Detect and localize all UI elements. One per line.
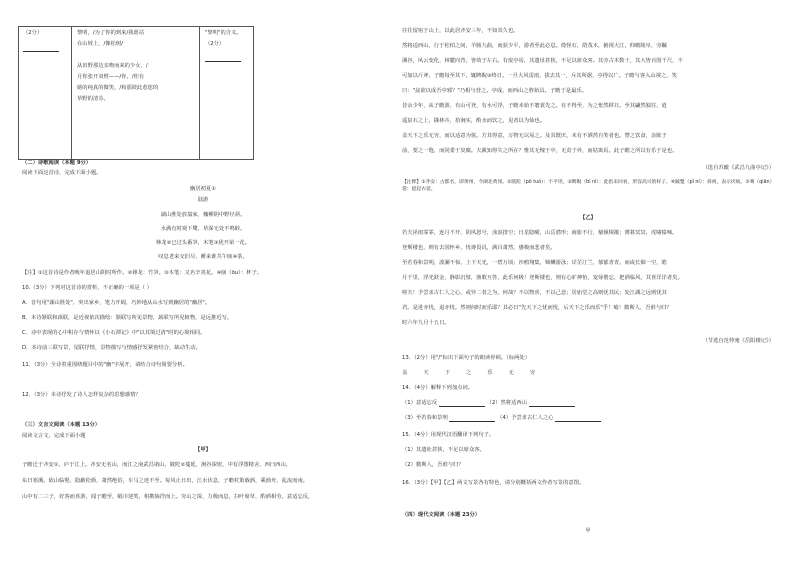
poem-note: 【注】①这首诗是作者晚年退居山阴时所作。②箨龙：竹笋。③木笔：又名辛夷花。④瓯（ōu）：杯子。	[22, 270, 263, 276]
option-a: A．首句用"湖山胜处"，突出家乡，笔力开阔，巧妙地从山水写到幽居的"幽居"。	[22, 300, 211, 306]
source-note: （选自苏辙《武昌九曲亭记》）	[702, 165, 774, 171]
question-15: 15．（4分）用现代汉语翻译下列句子。	[402, 432, 495, 438]
q14-word: （3）至若春和景明	[402, 415, 448, 421]
poem-line: 湖山胜处放翁家，槐柳阴中野径斜。	[160, 212, 246, 218]
passage-line: 登斯楼也，则有去国怀乡，忧谗畏讥，满目萧然，感极而悲者矣。	[402, 245, 556, 251]
passage-line: 往往留宿于山上，以此居齐安三年，不知其久也。	[402, 28, 519, 34]
section-heading: （二）诗歌阅读（本题 9分）	[22, 160, 92, 166]
option-c: C．诗中表现的心中积存与情怀以《小石潭记》中"以其境过清"时的心境相同。	[22, 330, 206, 336]
option-b: B．本诗颔联和颈联，是近视依次描绘：颔联写所见景物，颈联写所见植物，是远推近写。	[22, 315, 233, 321]
table-score: （2分）	[23, 30, 43, 36]
table-poem-line: 在山坡上，/像松树/	[77, 41, 123, 47]
passage-line: 至若春和景明，波澜不惊，上下天光，一碧万顷；沙鸥翔集，锦鳞游泳；岸芷汀兰，郁郁青青。而或长烟一空，皓	[402, 260, 667, 266]
answer-blank[interactable]	[449, 416, 495, 422]
table-poem-line: 从田野那边亲吻而来的少女，/	[77, 63, 148, 69]
question-10: 10.（3分）下列对这首诗的赏析，不正确的一项是（ ）	[22, 285, 153, 291]
instruction: 阅读文言文，完成下面小题	[22, 433, 86, 439]
sentence-char: 盖	[402, 370, 408, 376]
poem-line: 水满有时观下鹭，草深无处不鸣蛙。	[160, 226, 246, 232]
sentence-char: 之	[465, 370, 472, 376]
q14-item	[402, 415, 601, 422]
sentence-char: 乐	[487, 370, 493, 376]
passage-line: 遥泉石之上，撷林卉，拾涧实，酌水而饮之，见者以为仙也。	[402, 118, 546, 124]
sentence-char: 下	[444, 370, 450, 376]
answer-blank[interactable]	[529, 401, 575, 407]
passage-line: 然将适西山，行于松柏之间，羊肠九曲，而获少平，游者至此必息。倚怪石，荫茂木，俯视大江，仰瞻陵阜，旁瞩	[402, 43, 667, 49]
passage-line: 山中有二三子，好客而喜游，闻子瞻至，幅巾迎笑，相携徜徉而上。穷山之深，力极而息，扫叶席草，酌酒相劳。意适忘反，	[22, 494, 314, 500]
question-13: 13．（2分）用"/"标出下面句子的朗读停顿。（标两处）	[402, 355, 531, 361]
passage-label-yi: 【乙】	[580, 215, 596, 221]
passage-line: 盖天下之乐无穷，而以适意为悦。方其得意，万物无以易之。及其既厌，未有不洒然自笑者也。譬之饮食，杂陈于	[402, 133, 667, 139]
section-heading: （四）现代文阅读（本题 23分）	[402, 512, 481, 518]
question-14: 14．（4分）解释下列加点词。	[402, 385, 474, 391]
passage-line: 时六年九月十五日。	[402, 320, 450, 326]
pause-sentence[interactable]	[402, 370, 535, 377]
passage-label-jia: 【甲】	[195, 447, 211, 453]
q15-item: （1）其遗址甚狭，不足以席众客。	[402, 447, 485, 453]
q14-word: （1）意适忘反	[402, 400, 438, 406]
table-question: （2分）	[205, 41, 225, 47]
sentence-char: 穷	[529, 370, 536, 376]
question-16: 16．（3分）【甲】【乙】两文写景各有特色，请分别概括两文作者写景的意图。	[402, 480, 585, 486]
annotation-note: 【注释】①齐安：古郡名，即黄州，今湖北黄冈。②陂陀（pō tuó）：不平坦。③睥睨（bì nì）：此指来回看，形容高兴的样子。④跛蹩（pǐ ní）：斜视，表示厌烦。⑤骞（qiān）裳：提起衣裳。	[402, 180, 772, 192]
passage-line: 前，要之一饱，而同委于臭腐。夫孰知得失之所在？惟其无愧于中，无责于外，而姑寓焉。此子瞻之所以有乐于是也。	[402, 148, 678, 154]
poem-author: 陆游	[197, 197, 209, 203]
question-table	[18, 26, 254, 160]
table-divider	[199, 27, 200, 159]
poem-title: 幽居初夏①	[190, 186, 216, 192]
poem-line: 箨龙②已过头番笋，木笔③犹开第一花。	[155, 240, 251, 246]
question-12: 12．（3分）本诗抒发了诗人怎样复杂的思想感情？	[22, 392, 141, 398]
passage-line: 溪谷，风云变化，林麓向背，皆效于左右。有废亭焉，其遗址甚狭，不足以席众客。其旁古木数十，其大皆百围千尺，不	[402, 58, 683, 64]
passage-line: 嗟夫！予尝求古仁人之心，或异二者之为，何哉？不以物喜，不以己悲；居庙堂之高则忧其民；处江湖之远则忧其	[402, 290, 667, 296]
instruction: 阅读下面这首诗，完成下面小题。	[22, 170, 102, 176]
table-divider	[71, 27, 72, 159]
q14-item	[402, 400, 575, 407]
sentence-char: 天	[423, 370, 429, 376]
table-poem-line: 她的纯真的微笑，/和那彼此惹您的	[77, 85, 159, 91]
sentence-char: 无	[508, 370, 514, 376]
table-blank-2[interactable]	[205, 51, 241, 62]
passage-line: 东曰寒溪。依山临壑，隐蔽松枥，萧然绝俗，车马之迹不至。每风止日出，江水伏息，子瞻杖策载酒，乘渔舟，乱流而南。	[22, 478, 309, 484]
q14-word: （2）然将适西山	[486, 400, 527, 406]
passage-line: 君。是进亦忧，退亦忧。然则何时而乐耶？其必曰"先天下之忧而忧，后天下之乐而乐"乎！噫！微斯人，吾谁与归？	[402, 305, 672, 311]
table-question: "黎明"的含义。	[205, 30, 242, 36]
section-heading: （三）文言文阅读（本题 13分）	[22, 422, 101, 428]
source-note: （节选自范仲淹《岳阳楼记》）	[702, 338, 774, 344]
passage-line: 曰："兹欲以成吾亭邪？"乃相与营之。亭成，而西山之胜始具。子瞻于是最乐。	[402, 88, 587, 94]
question-11: 11．（3分）全诗着重围绕题目中的"幽"字展开，请结合诗句简要分析。	[22, 362, 188, 368]
passage-line: 可加以斤斧。子瞻每至其下，辄睥睨③终日。一旦大风雷雨，拔去其一，斥其所据，亭得以广。子瞻与客入山视之，笑	[402, 73, 677, 79]
table-blank-1[interactable]	[23, 41, 59, 52]
table-poem-line: 黎明，/为了你的到来/我愿站	[77, 30, 145, 36]
passage-line: 若夫淫雨霏霏，连月不开，阴风怒号，浊浪排空；日星隐曜，山岳潜形；商旅不行，樯倾楫摧；薄暮冥冥，虎啸猿啼。	[402, 230, 678, 236]
table-poem-line: 月你张开双臂——/你，/你有	[77, 74, 145, 80]
passage-label-jia-2: 甲	[585, 528, 591, 534]
passage-line: 子瞻迁于齐安①，庐于江上。齐安无名山，而江之南武昌诸山，陂陀②蔓延，涧谷深密，中有浮图精舍，西曰西山，	[22, 462, 292, 468]
q15-item: （2）微斯人，吾谁与归？	[402, 462, 464, 468]
table-poem-line: 草野的清芬。	[77, 96, 109, 102]
poem-line: 叹息老来交旧尽，睡来谁共午瓯④茶。	[158, 254, 248, 260]
option-d: D．本诗前三联写景，尾联抒情，景物描写与情感抒发紧密结合，缺动生动。	[22, 345, 201, 351]
answer-blank[interactable]	[555, 416, 601, 422]
passage-line: 昔余少年，从子瞻游，有山可登，有水可浮，子瞻未始不褰裳先之。有不得至，为之怅然移日。至其翩然独往，逍	[402, 103, 667, 109]
answer-blank[interactable]	[439, 401, 485, 407]
q14-word: （4）予尝求古仁人之心	[497, 415, 554, 421]
passage-line: 月千里，浮光跃金，静影沉璧，渔歌互答，此乐何极！登斯楼也，则有心旷神怡，宠辱偕忘，把酒临风，其喜洋洋者矣。	[402, 275, 683, 281]
